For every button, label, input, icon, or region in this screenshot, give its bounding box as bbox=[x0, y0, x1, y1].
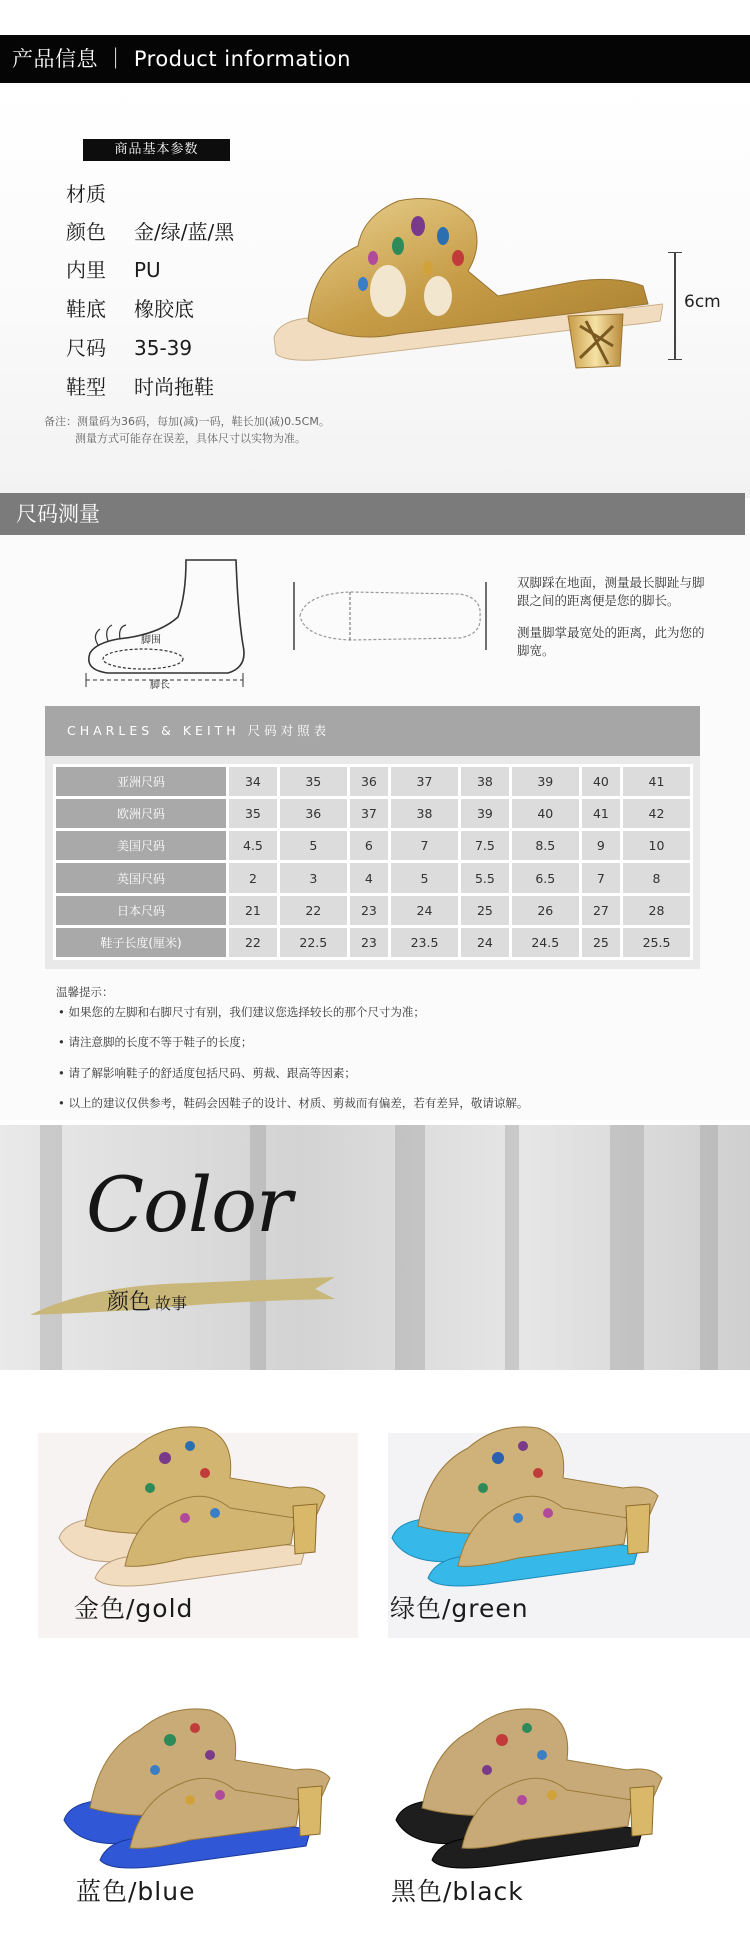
param-key: 鞋底 bbox=[66, 297, 106, 321]
table-cell: 35 bbox=[280, 767, 347, 796]
table-row bbox=[56, 767, 690, 796]
tip-item: • 如果您的左脚和右脚尺寸有别，我们建议您选择较长的那个尺寸为准； bbox=[58, 1005, 425, 1019]
sandal-image-green bbox=[388, 1418, 678, 1588]
table-cell: 8.5 bbox=[512, 831, 579, 860]
table-row bbox=[56, 896, 690, 925]
size-chart-title: CHARLES & KEITH 尺码对照表 bbox=[45, 706, 700, 756]
variant-label-blue: 蓝色/blue bbox=[76, 1877, 196, 1906]
table-cell: 21 bbox=[229, 896, 277, 925]
param-row-lining bbox=[66, 255, 161, 285]
param-row-style bbox=[66, 372, 214, 402]
size-chart-grid bbox=[53, 764, 693, 960]
table-cell: 4.5 bbox=[229, 831, 277, 860]
foot-side-diagram bbox=[78, 555, 253, 690]
sandal-image-blue bbox=[60, 1700, 350, 1870]
hero-sandal-image bbox=[268, 196, 663, 381]
table-cell: 3 bbox=[280, 863, 347, 892]
measure-instruction-2 bbox=[517, 624, 727, 660]
table-cell: 39 bbox=[461, 799, 509, 828]
table-cell: 22 bbox=[280, 896, 347, 925]
table-cell: 7 bbox=[391, 831, 458, 860]
row-header: 英国尺码 bbox=[56, 863, 226, 892]
param-key: 尺码 bbox=[66, 336, 106, 360]
table-cell: 26 bbox=[512, 896, 579, 925]
table-cell: 37 bbox=[350, 799, 388, 828]
table-cell: 38 bbox=[461, 767, 509, 796]
measure-instruction-2b: 脚宽。 bbox=[517, 643, 555, 658]
table-cell: 23 bbox=[350, 928, 388, 957]
foot-top-diagram bbox=[290, 576, 490, 656]
params-tag: 商品基本参数 bbox=[83, 139, 230, 161]
table-cell: 38 bbox=[391, 799, 458, 828]
table-cell: 40 bbox=[582, 767, 620, 796]
banner-pillar bbox=[395, 1125, 425, 1370]
table-cell: 35 bbox=[229, 799, 277, 828]
table-cell: 5 bbox=[280, 831, 347, 860]
table-cell: 23 bbox=[350, 896, 388, 925]
color-cn-title bbox=[107, 1285, 187, 1316]
variant-label-green: 绿色/green bbox=[390, 1594, 529, 1623]
param-key: 内里 bbox=[66, 258, 106, 282]
table-cell: 7 bbox=[582, 863, 620, 892]
table-cell: 22.5 bbox=[280, 928, 347, 957]
table-cell: 25.5 bbox=[623, 928, 690, 957]
product-info-title: 产品信息 ｜ Product information bbox=[12, 47, 351, 71]
tip-item: • 以上的建议仅供参考，鞋码会因鞋子的设计、材质、剪裁而有偏差，若有差异，敬请谅解。 bbox=[58, 1096, 529, 1110]
table-row bbox=[56, 799, 690, 828]
banner-pillar bbox=[610, 1125, 644, 1370]
table-cell: 36 bbox=[280, 799, 347, 828]
row-header: 美国尺码 bbox=[56, 831, 226, 860]
param-key: 颜色 bbox=[66, 220, 106, 244]
table-cell: 27 bbox=[582, 896, 620, 925]
row-header: 欧洲尺码 bbox=[56, 799, 226, 828]
table-cell: 4 bbox=[350, 863, 388, 892]
size-chart-card bbox=[45, 706, 700, 969]
table-cell: 25 bbox=[582, 928, 620, 957]
table-cell: 8 bbox=[623, 863, 690, 892]
tips-title: 温馨提示： bbox=[56, 985, 114, 999]
table-cell: 39 bbox=[512, 767, 579, 796]
params-note-1: 备注：测量码为36码，每加(减)一码，鞋长加(减)0.5CM。 bbox=[44, 415, 330, 428]
tip-item: • 请注意脚的长度不等于鞋子的长度； bbox=[58, 1035, 253, 1049]
table-cell: 41 bbox=[623, 767, 690, 796]
color-cn-sub: 故事 bbox=[155, 1294, 188, 1313]
table-cell: 7.5 bbox=[461, 831, 509, 860]
color-script-title: Color bbox=[86, 1160, 292, 1249]
sandal-image-gold bbox=[55, 1418, 345, 1588]
table-cell: 6.5 bbox=[512, 863, 579, 892]
table-cell: 40 bbox=[512, 799, 579, 828]
table-cell: 37 bbox=[391, 767, 458, 796]
color-cn-main: 颜色 bbox=[107, 1290, 152, 1315]
table-cell: 25 bbox=[461, 896, 509, 925]
table-cell: 2 bbox=[229, 863, 277, 892]
size-measure-header bbox=[0, 493, 745, 535]
heel-height-label: 6cm bbox=[684, 292, 721, 312]
banner-pillar bbox=[505, 1125, 519, 1370]
table-row bbox=[56, 831, 690, 860]
tip-item: • 请了解影响鞋子的舒适度包括尺码、剪裁、跟高等因素； bbox=[58, 1066, 356, 1080]
heel-height-indicator bbox=[668, 252, 682, 360]
variant-label-gold: 金色/gold bbox=[74, 1594, 194, 1623]
variant-label-black: 黑色/black bbox=[391, 1877, 524, 1906]
foot-circumference-label: 脚围 bbox=[141, 635, 161, 646]
table-cell: 10 bbox=[623, 831, 690, 860]
param-key: 材质 bbox=[66, 182, 106, 206]
table-cell: 36 bbox=[350, 767, 388, 796]
param-value: 35-39 bbox=[134, 336, 193, 360]
table-cell: 28 bbox=[623, 896, 690, 925]
table-cell: 24 bbox=[391, 896, 458, 925]
param-row-size bbox=[66, 333, 192, 363]
table-row bbox=[56, 928, 690, 957]
size-chart-table bbox=[53, 764, 693, 960]
table-cell: 23.5 bbox=[391, 928, 458, 957]
param-value: 金/绿/蓝/黑 bbox=[134, 220, 235, 244]
measure-instruction-2a: 测量脚掌最宽处的距离，此为您的 bbox=[517, 625, 705, 640]
table-cell: 9 bbox=[582, 831, 620, 860]
param-row-sole bbox=[66, 294, 194, 324]
table-cell: 24.5 bbox=[512, 928, 579, 957]
table-cell: 42 bbox=[623, 799, 690, 828]
size-measure-title: 尺码测量 bbox=[16, 502, 100, 526]
row-header: 日本尺码 bbox=[56, 896, 226, 925]
measure-instruction-1 bbox=[517, 574, 727, 610]
param-value: PU bbox=[134, 258, 161, 282]
row-header: 鞋子长度(厘米) bbox=[56, 928, 226, 957]
banner-pillar bbox=[700, 1125, 718, 1370]
param-key: 鞋型 bbox=[66, 375, 106, 399]
param-value: 橡胶底 bbox=[134, 297, 194, 321]
table-cell: 5.5 bbox=[461, 863, 509, 892]
table-cell: 22 bbox=[229, 928, 277, 957]
param-row-material bbox=[66, 179, 134, 209]
banner-pillar bbox=[40, 1125, 62, 1370]
table-row bbox=[56, 863, 690, 892]
foot-length-label: 脚长 bbox=[150, 680, 170, 690]
params-note-2: 测量方式可能存在误差，具体尺寸以实物为准。 bbox=[75, 432, 306, 445]
measure-instruction-1b: 跟之间的距离便是您的脚长。 bbox=[517, 593, 680, 608]
measure-instruction-1a: 双脚踩在地面，测量最长脚趾与脚 bbox=[517, 575, 705, 590]
table-cell: 41 bbox=[582, 799, 620, 828]
table-cell: 6 bbox=[350, 831, 388, 860]
table-cell: 24 bbox=[461, 928, 509, 957]
sandal-image-black bbox=[392, 1700, 682, 1870]
param-value: 时尚拖鞋 bbox=[134, 375, 214, 399]
table-cell: 34 bbox=[229, 767, 277, 796]
row-header: 亚洲尺码 bbox=[56, 767, 226, 796]
param-row-color bbox=[66, 217, 234, 247]
table-cell: 5 bbox=[391, 863, 458, 892]
product-info-header bbox=[0, 35, 750, 83]
